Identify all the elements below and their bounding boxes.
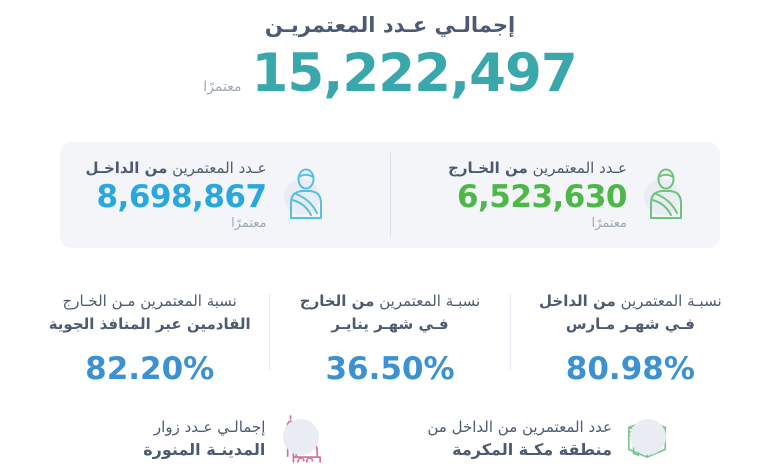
makkah-item-line2: منطقة مكـة المكرمة	[452, 440, 612, 460]
domestic-pilgrims-label	[85, 159, 266, 179]
madinah-item-text	[143, 417, 265, 460]
total-pilgrims-unit: معتمرًا	[203, 78, 242, 95]
stat-line1-bold: من الخارج	[299, 292, 375, 310]
stat-label-line2: فـي شهـر ينايـر	[331, 314, 449, 333]
summary-card	[60, 142, 720, 248]
domestic-pilgrims-text	[85, 159, 266, 231]
page-title: إجمالـي عـدد المعتمريـن	[264, 13, 516, 37]
icon-background-blob	[630, 419, 666, 455]
card-vertical-divider	[390, 153, 391, 237]
stat-line1-regular: نسبـة المعتمرين	[379, 292, 481, 310]
stat-label-line2: فـي شهـر مـارس	[565, 314, 695, 333]
pilgrim-icon	[282, 167, 328, 223]
domestic-label-regular: عـدد المعتمرين	[172, 159, 267, 178]
stat-line1-regular: نسبة المعتمرين مـن الخـارج	[62, 292, 237, 310]
domestic-pilgrims-value: 8,698,867	[96, 178, 267, 215]
madinah-visitors-item	[143, 411, 323, 467]
foreign-pilgrims-label	[448, 159, 627, 179]
makkah-item-line1: عدد المعتمرين من الداخل من	[427, 418, 612, 437]
foreign-pilgrims-panel	[391, 142, 720, 248]
foreign-pilgrims-unit: معتمرًا	[591, 215, 627, 231]
total-pilgrims	[0, 43, 780, 104]
foreign-label-regular: عـدد المعتمرين	[532, 159, 627, 178]
stat-line1-regular: نسبـة المعتمرين	[620, 292, 722, 310]
pilgrim-icon	[642, 167, 688, 223]
total-pilgrims-value: 15,222,497	[251, 43, 577, 104]
stat-label-line1	[300, 290, 480, 313]
domestic-pilgrims-panel	[60, 142, 390, 248]
stat-foreign-january	[270, 290, 509, 392]
domestic-label-bold: من الداخـل	[85, 159, 168, 178]
stat-value: 36.50%	[325, 351, 455, 387]
stat-value: 80.98%	[565, 351, 695, 387]
stat-label-line1	[63, 290, 237, 313]
madinah-item-line1: إجمالـي عـدد زوار	[153, 418, 266, 437]
stats-vertical-divider	[269, 294, 270, 370]
percentage-stats-row	[30, 290, 750, 392]
stat-value: 82.20%	[85, 351, 215, 387]
makkah-domestic-pilgrims-item	[427, 411, 670, 467]
makkah-item-text	[427, 417, 612, 460]
foreign-pilgrims-text	[448, 159, 627, 231]
domestic-pilgrims-unit: معتمرًا	[231, 215, 267, 231]
madinah-item-line2: المدينـة المنورة	[143, 440, 266, 460]
stat-label-line2: القادمين عبر المنافذ الجوية	[48, 314, 251, 333]
stat-domestic-march	[511, 290, 750, 392]
stat-foreign-air-ports	[30, 290, 269, 392]
stat-line1-bold: من الداخل	[539, 292, 616, 310]
mosque-icon	[277, 411, 323, 467]
foreign-pilgrims-value: 6,523,630	[456, 178, 627, 215]
foreign-label-bold: من الخـارج	[448, 159, 528, 178]
kaaba-icon	[624, 411, 670, 467]
stat-label-line1	[539, 290, 722, 313]
stats-vertical-divider	[510, 294, 511, 370]
footer-row	[0, 408, 780, 470]
